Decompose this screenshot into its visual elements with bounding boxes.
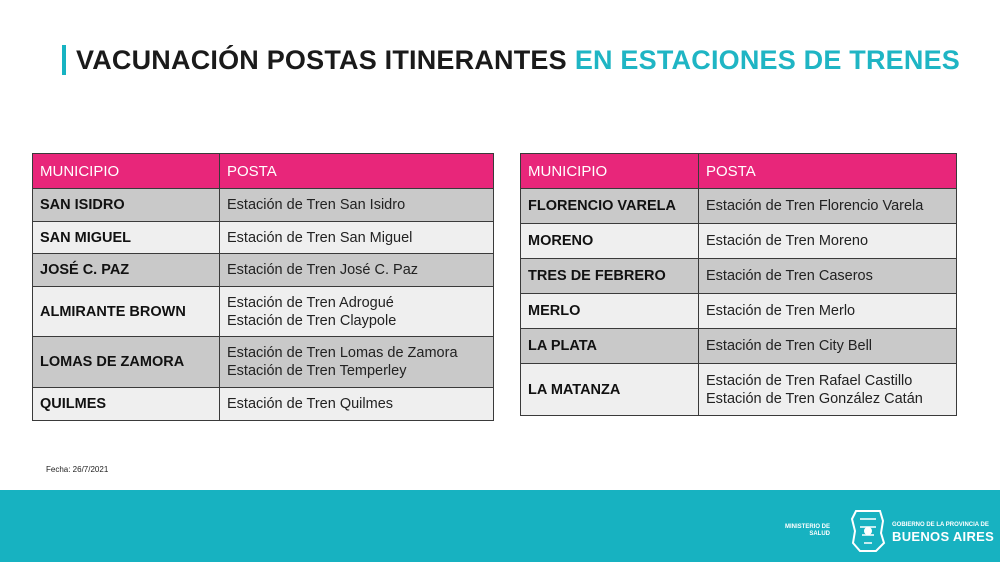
municipio-cell: LOMAS DE ZAMORA [33,337,220,388]
title-highlight: EN ESTACIONES DE TRENES [574,44,960,75]
posta-cell [220,337,494,388]
posta-item: Estación de Tren José C. Paz [227,262,419,278]
table-row [33,337,494,388]
posta-item: Estación de Tren Florencio Varela [706,198,924,214]
posta-cell [699,189,957,224]
posta-item: Estación de Tren Quilmes [227,396,394,412]
posta-cell [699,294,957,329]
table-row [521,259,957,294]
header-posta: POSTA [220,154,494,189]
municipio-cell: LA PLATA [521,329,699,364]
municipio-cell: TRES DE FEBRERO [521,259,699,294]
posta-cell [220,388,494,421]
ministerio-line2: SALUD [809,531,830,537]
posta-item: Estación de Tren Merlo [706,303,856,319]
posta-item: Estación de Tren Adrogué [227,294,394,311]
table-row [521,294,957,329]
title-accent-bar [62,45,66,75]
posta-item: Estación de Tren Temperley [227,363,407,379]
posta-item: Estación de Tren City Bell [706,338,873,354]
posta-item: Estación de Tren González Catán [706,390,923,407]
posta-cell [699,364,957,416]
posta-cell [699,329,957,364]
date-note: Fecha: 26/7/2021 [46,465,109,474]
municipio-cell: SAN ISIDRO [33,189,220,222]
table-right [520,153,957,416]
table-row [33,189,494,222]
posta-item: Estación de Tren Caseros [706,268,873,284]
table-row [33,222,494,254]
table-row [33,388,494,421]
table-row [521,224,957,259]
posta-item: Estación de Tren Lomas de Zamora [227,345,458,361]
posta-cell [699,224,957,259]
municipio-cell: SAN MIGUEL [33,222,220,254]
buenos-aires-text: BUENOS AIRES [892,529,995,544]
posta-item: Estación de Tren San Miguel [227,229,413,246]
municipio-cell: LA MATANZA [521,364,699,416]
table-row [521,189,957,224]
page-title [62,44,960,76]
posta-item: Estación de Tren Moreno [706,233,869,249]
municipio-cell: JOSÉ C. PAZ [33,254,220,287]
posta-item: Estación de Tren San Isidro [227,197,406,213]
ministerio-line1: MINISTERIO DE [784,524,830,530]
header-posta: POSTA [699,154,957,189]
municipio-cell: QUILMES [33,388,220,421]
table-row [33,254,494,287]
municipio-cell: MERLO [521,294,699,329]
posta-item: Estación de Tren Rafael Castillo [706,372,913,389]
posta-cell [220,287,494,337]
municipio-cell: MORENO [521,224,699,259]
table-row [521,364,957,416]
province-seal-icon [850,507,886,553]
table-left [32,153,494,421]
posta-cell [220,189,494,222]
table-row [33,287,494,337]
posta-cell [699,259,957,294]
header-municipio: MUNICIPIO [521,154,699,189]
posta-cell [220,222,494,254]
municipio-cell: FLORENCIO VARELA [521,189,699,224]
title-main: VACUNACIÓN POSTAS ITINERANTES [76,44,567,75]
gobierno-text: GOBIERNO DE LA PROVINCIA DE [892,522,989,528]
table-row [521,329,957,364]
header-municipio: MUNICIPIO [33,154,220,189]
posta-cell [220,254,494,287]
ministerio-logo-text [784,524,830,538]
posta-item: Estación de Tren Claypole [227,312,397,329]
municipio-cell: ALMIRANTE BROWN [33,287,220,337]
